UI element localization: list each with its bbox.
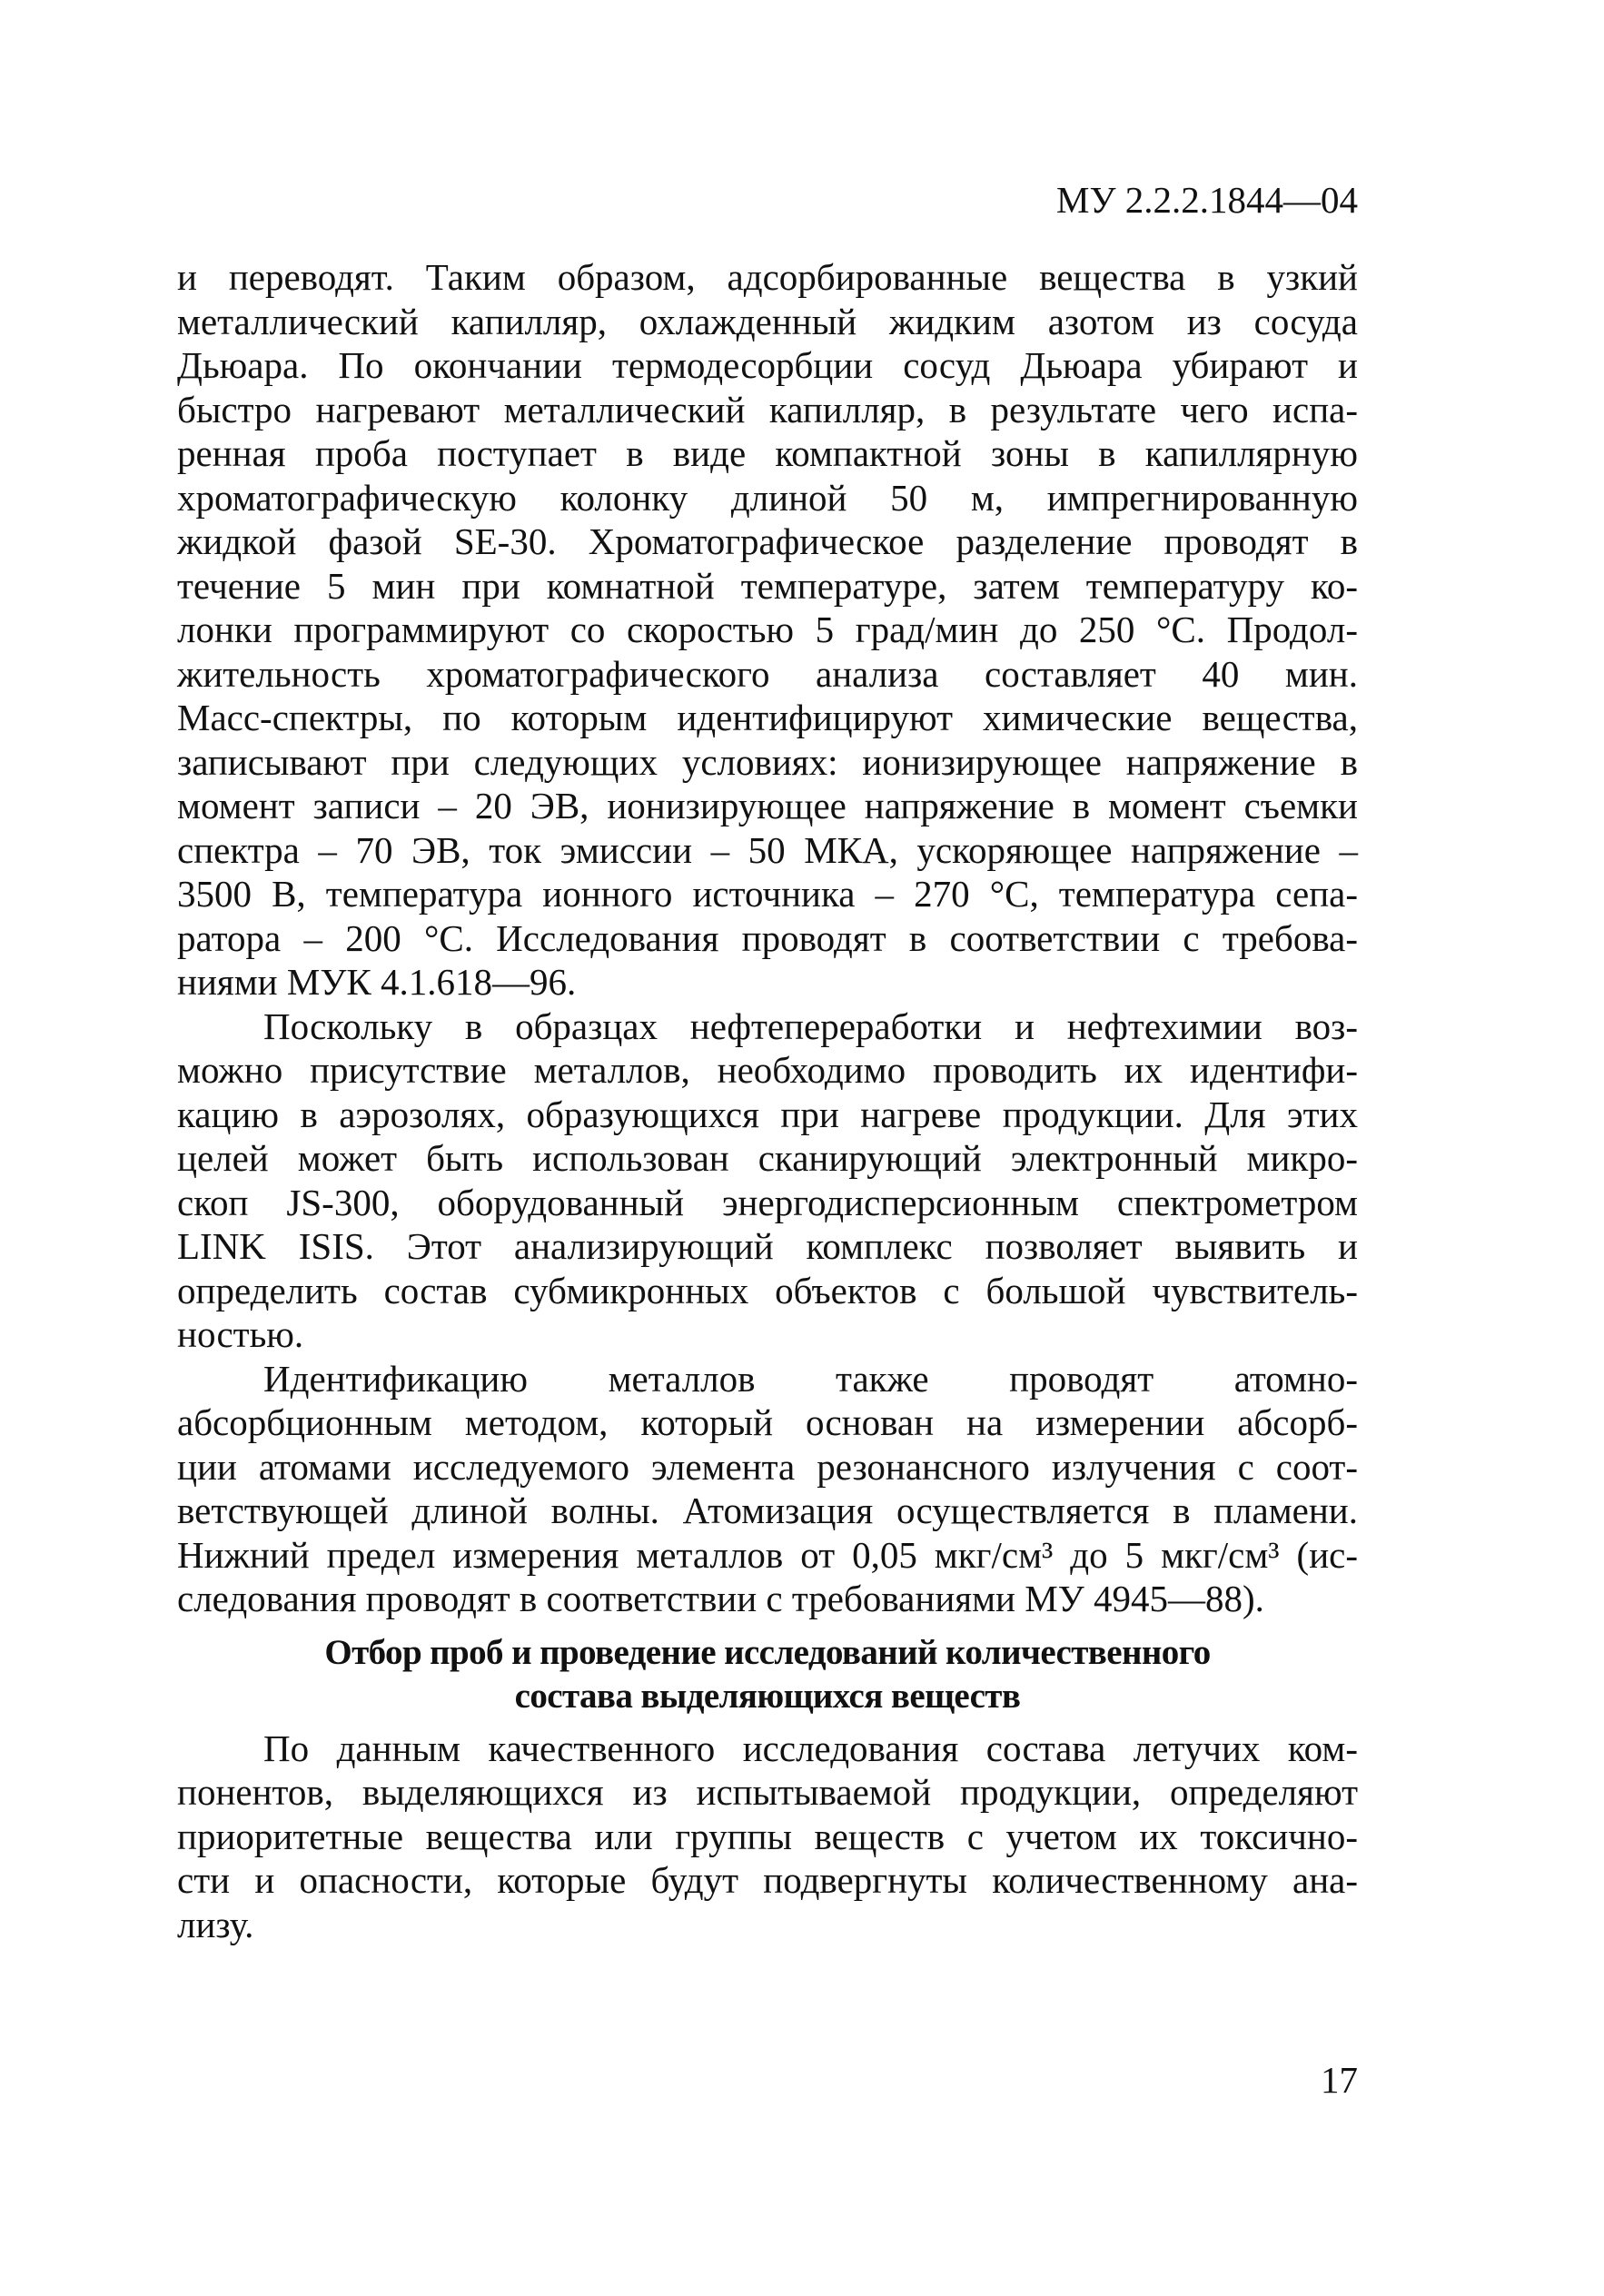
- text-line: Идентификацию металлов также проводят атомно-: [263, 1357, 1358, 1400]
- text-line: кацию в аэрозолях, образующихся при нагреве продукции. Для этих: [177, 1093, 1358, 1135]
- text-line: момент записи – 20 ЭВ, ионизирующее напряжение в момент съемки: [177, 785, 1358, 826]
- text-line: приоритетные вещества или группы веществ с учетом их токсично-: [177, 1815, 1358, 1857]
- paragraph-2: [177, 1004, 1358, 1357]
- text-line: лизу.: [177, 1903, 254, 1945]
- text-line: ностью.: [177, 1313, 304, 1355]
- text-line: 3500 В, температура ионного источника – 270 °C, температура сепа-: [177, 873, 1358, 915]
- text-line: По данным качественного исследования состава летучих ком-: [263, 1727, 1358, 1769]
- page-number: 17: [1321, 2059, 1358, 2101]
- section-heading: [177, 1631, 1358, 1719]
- text-line: ветствующей длиной волны. Атомизация осуществляется в пламени.: [177, 1489, 1358, 1531]
- text-line: Нижний предел измерения металлов от 0,05 мкг/см³ до 5 мкг/см³ (ис-: [177, 1533, 1358, 1576]
- text-line: LINK ISIS. Этот анализирующий комплекс позволяет выявить и: [177, 1225, 1358, 1267]
- text-line: можно присутствие металлов, необходимо проводить их идентифи-: [177, 1049, 1358, 1091]
- text-line: сти и опасности, которые будут подвергнуты количественному ана-: [177, 1859, 1358, 1901]
- text-line: следования проводят в соответствии с требованиями МУ 4945—88).: [177, 1578, 1264, 1619]
- text-line: быстро нагревают металлический капилляр, в результате чего испа-: [177, 388, 1358, 430]
- text-line: определить состав субмикронных объектов с большой чувствитель-: [177, 1269, 1358, 1311]
- text-line: целей может быть использован сканирующий электронный микро-: [177, 1137, 1358, 1179]
- text-line: ниями МУК 4.1.618—96.: [177, 961, 577, 1003]
- text-line: металлический капилляр, охлажденный жидким азотом из сосуда: [177, 300, 1358, 342]
- text-line: записывают при следующих условиях: ионизирующее напряжение в: [177, 740, 1358, 783]
- text-line: хроматографическую колонку длиной 50 м, импрегнированную: [177, 476, 1358, 519]
- text-line: абсорбционным методом, который основан на измерении абсорб-: [177, 1401, 1358, 1443]
- paragraph-1: [177, 255, 1358, 1004]
- text-line: ратора – 200 °C. Исследования проводят в соответствии с требова-: [177, 916, 1358, 959]
- text-line: ции атомами исследуемого элемента резонансного излучения с соот-: [177, 1445, 1358, 1488]
- text-column: [177, 255, 1358, 1946]
- text-line: Поскольку в образцах нефтепереработки и нефтехимии воз-: [263, 1004, 1358, 1047]
- running-header-doc-code: МУ 2.2.2.1844—04: [1056, 179, 1358, 221]
- text-line: лонки программируют со скоростью 5 град/мин до 250 °C. Продол-: [177, 609, 1358, 650]
- text-line: жительность хроматографического анализа составляет 40 мин.: [177, 652, 1358, 695]
- text-line: течение 5 мин при комнатной температуре, затем температуру ко-: [177, 564, 1358, 607]
- text-line: ренная проба поступает в виде компактной зоны в капиллярную: [177, 432, 1358, 474]
- text-line: жидкой фазой SE-30. Хроматографическое разделение проводят в: [177, 520, 1358, 562]
- paragraph-3: [177, 1357, 1358, 1621]
- heading-line: Отбор проб и проведение исследований количественного: [324, 1632, 1211, 1672]
- text-line: и переводят. Таким образом, адсорбированные вещества в узкий: [177, 256, 1358, 298]
- text-line: спектра – 70 ЭВ, ток эмиссии – 50 МКА, ускоряющее напряжение –: [177, 828, 1358, 871]
- text-line: Масс-спектры, по которым идентифицируют химические вещества,: [177, 697, 1358, 738]
- text-line: понентов, выделяющихся из испытываемой продукции, определяют: [177, 1771, 1358, 1813]
- paragraph-4: [177, 1727, 1358, 1947]
- heading-line: состава выделяющихся веществ: [514, 1677, 1021, 1716]
- text-line: скоп JS-300, оборудованный энергодисперсионным спектрометром: [177, 1181, 1358, 1223]
- text-line: Дьюара. По окончании термодесорбции сосуд Дьюара убирают и: [177, 344, 1358, 386]
